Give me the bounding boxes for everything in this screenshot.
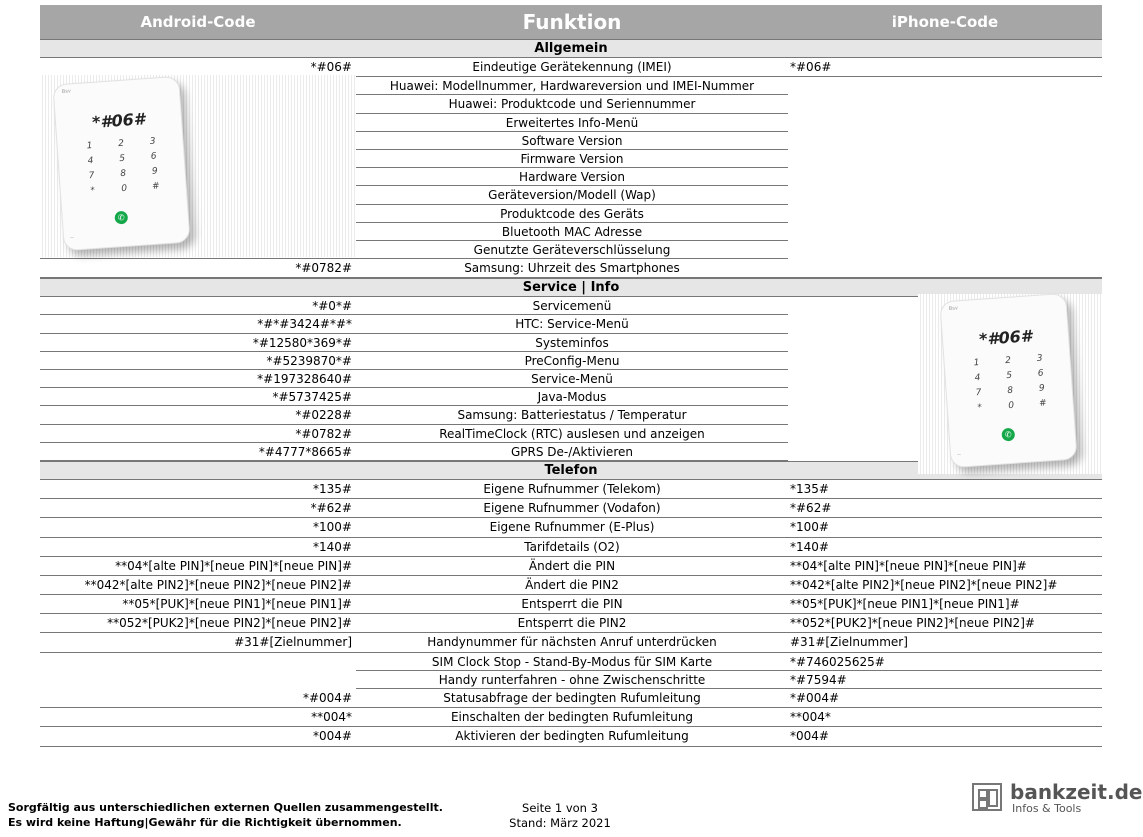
phone-call-icon: ✆ bbox=[114, 211, 128, 225]
android-code-cell: **042*[alte PIN2]*[neue PIN2]*[neue PIN2]# bbox=[84, 577, 352, 592]
dial-key: 0 bbox=[121, 183, 128, 195]
android-code-cell: *#5239870*# bbox=[266, 353, 352, 368]
section-header: Allgemein bbox=[40, 39, 1102, 58]
dial-key: 6 bbox=[150, 151, 157, 162]
iphone-code-cell: *135# bbox=[790, 481, 829, 496]
dial-key: 5 bbox=[1005, 370, 1013, 382]
function-column-header: Funktion bbox=[522, 10, 622, 34]
dial-key: 4 bbox=[87, 155, 94, 167]
function-cell: Handynummer für nächsten Anruf unterdrücken bbox=[427, 635, 717, 650]
dial-key: 3 bbox=[1036, 353, 1043, 364]
android-code-cell: *#0*# bbox=[312, 299, 352, 314]
dial-key: 8 bbox=[120, 168, 127, 180]
function-cell: Bluetooth MAC Adresse bbox=[501, 224, 643, 239]
function-cell: Samsung: Batteriestatus / Temperatur bbox=[457, 408, 687, 423]
page-footer bbox=[0, 780, 1143, 837]
table-row bbox=[40, 259, 1102, 278]
iphone-code-cell: **052*[PUK2]*[neue PIN2]*[neue PIN2]# bbox=[790, 616, 1035, 631]
function-cell: Service-Menü bbox=[531, 372, 613, 386]
iphone-code-cell: *#06# bbox=[790, 60, 832, 74]
android-code-cell: **05*[PUK]*[neue PIN1]*[neue PIN1]# bbox=[122, 597, 352, 612]
function-cell: Hardware Version bbox=[519, 170, 625, 185]
function-cell: Firmware Version bbox=[520, 151, 624, 166]
android-code-cell: *135# bbox=[313, 481, 352, 496]
android-code-cell: *#004# bbox=[302, 691, 352, 705]
android-code-cell: *#06# bbox=[310, 60, 352, 74]
phone-dial-code: *#06# bbox=[91, 109, 146, 132]
function-cell: HTC: Service-Menü bbox=[515, 317, 629, 332]
disclaimer-line-1: Sorgfältig aus unterschiedlichen externen Quellen zusammengestellt. bbox=[8, 801, 443, 814]
iphone-code-cell: **042*[alte PIN2]*[neue PIN2]*[neue PIN2]# bbox=[790, 577, 1058, 592]
logo-tagline: Infos & Tools bbox=[1012, 802, 1082, 815]
function-cell: Eindeutige Gerätekennung (IMEI) bbox=[472, 60, 672, 74]
function-cell: Entsperrt die PIN bbox=[521, 597, 623, 612]
dial-key: * bbox=[90, 185, 96, 197]
function-cell: Produktcode des Geräts bbox=[500, 206, 644, 221]
table-row bbox=[40, 727, 1102, 746]
function-cell: Handy runterfahren - ohne Zwischenschritte bbox=[438, 672, 706, 687]
iphone-code-cell: **04*[alte PIN]*[neue PIN]*[neue PIN]# bbox=[790, 558, 1027, 573]
iphone-code-cell: *140# bbox=[790, 539, 829, 554]
android-code-cell: #31#[Zielnummer] bbox=[234, 635, 352, 650]
table-row bbox=[40, 576, 1102, 595]
function-cell: Systeminfos bbox=[535, 335, 609, 350]
function-cell: Genutzte Geräteverschlüsselung bbox=[473, 242, 671, 257]
table-row bbox=[40, 671, 1102, 689]
iphone-code-cell: *100# bbox=[790, 520, 829, 535]
dial-key: 4 bbox=[974, 372, 981, 384]
function-cell: PreConfig-Menu bbox=[524, 353, 620, 368]
function-cell: Servicemenü bbox=[532, 299, 612, 314]
dial-key: 1 bbox=[973, 357, 980, 369]
iphone-code-cell: *#62# bbox=[790, 501, 832, 516]
table-row bbox=[40, 653, 1102, 671]
dial-key: 2 bbox=[117, 138, 125, 150]
android-code-cell: *#0782# bbox=[295, 426, 352, 441]
iphone-code-cell: *#004# bbox=[790, 691, 840, 705]
android-code-cell: *#4777*8665# bbox=[258, 444, 352, 459]
android-code-cell: *004# bbox=[313, 729, 352, 744]
android-phone-image: Bsv *#06# 1 2 3 4 5 6 7 8 9 * 0 # ✆ — bbox=[52, 76, 190, 251]
section-header: Telefon bbox=[40, 461, 1102, 480]
dial-keypad bbox=[73, 136, 172, 197]
dial-keypad bbox=[960, 353, 1059, 414]
section-header: Service | Info bbox=[40, 278, 1102, 297]
table-row bbox=[40, 689, 1102, 708]
function-cell: Tarifdetails (O2) bbox=[524, 539, 620, 554]
android-column-header: Android-Code bbox=[140, 13, 256, 31]
iphone-phone-image: Bsv *#06# 1 2 3 4 5 6 7 8 9 * 0 # ✆ — bbox=[939, 293, 1077, 468]
table-row bbox=[40, 518, 1102, 537]
function-cell: Eigene Rufnummer (E-Plus) bbox=[489, 520, 655, 535]
function-cell: SIM Clock Stop - Stand-By-Modus für SIM Karte bbox=[431, 654, 713, 669]
dial-key: 8 bbox=[1007, 385, 1014, 397]
bankzeit-logo-icon bbox=[972, 783, 1002, 811]
android-code-cell: **004* bbox=[311, 710, 352, 725]
function-cell: Java-Modus bbox=[537, 390, 607, 405]
table-row bbox=[40, 595, 1102, 614]
dial-key: 6 bbox=[1037, 368, 1044, 379]
table-row bbox=[40, 538, 1102, 557]
iphone-code-cell: *004# bbox=[790, 729, 829, 744]
iphone-column-header: iPhone-Code bbox=[891, 13, 999, 31]
iphone-code-cell: *#7594# bbox=[790, 672, 847, 687]
android-code-cell: *#12580*369*# bbox=[252, 335, 352, 350]
iphone-code-cell: **004* bbox=[790, 710, 831, 725]
dial-key: 9 bbox=[1038, 383, 1046, 394]
table-row bbox=[40, 499, 1102, 518]
iphone-code-cell: **05*[PUK]*[neue PIN1]*[neue PIN1]# bbox=[790, 597, 1020, 612]
android-code-cell: **052*[PUK2]*[neue PIN2]*[neue PIN2]# bbox=[107, 616, 352, 631]
dial-key: # bbox=[1038, 398, 1047, 409]
dial-key: 7 bbox=[88, 170, 95, 182]
dial-key: 7 bbox=[975, 387, 982, 399]
page-number: Seite 1 von 3 bbox=[522, 801, 598, 815]
function-cell: Eigene Rufnummer (Telekom) bbox=[483, 481, 661, 496]
dial-key: 2 bbox=[1004, 355, 1012, 367]
dial-key: * bbox=[977, 402, 983, 414]
function-cell: Entsperrt die PIN2 bbox=[517, 616, 627, 631]
android-code-cell: *140# bbox=[313, 539, 352, 554]
function-cell: Ändert die PIN bbox=[528, 558, 616, 573]
table-row bbox=[40, 633, 1102, 652]
table-row bbox=[40, 557, 1102, 576]
function-cell: Eigene Rufnummer (Vodafon) bbox=[483, 501, 661, 516]
function-cell: Erweitertes Info-Menü bbox=[505, 115, 639, 130]
function-cell: Samsung: Uhrzeit des Smartphones bbox=[464, 261, 680, 276]
android-code-cell: *#*#3424#*#* bbox=[257, 317, 352, 332]
iphone-code-cell: #31#[Zielnummer] bbox=[790, 635, 908, 650]
android-code-cell: *#0228# bbox=[295, 408, 352, 423]
function-cell: Software Version bbox=[521, 133, 623, 148]
dial-key: 0 bbox=[1008, 400, 1015, 412]
function-cell: Einschalten der bedingten Rufumleitung bbox=[450, 710, 694, 725]
phone-dial-code: *#06# bbox=[978, 326, 1033, 349]
function-cell: Statusabfrage der bedingten Rufumleitung bbox=[443, 691, 701, 705]
logo-name: bankzeit.de bbox=[1010, 780, 1143, 804]
table-row bbox=[40, 708, 1102, 727]
function-cell: Huawei: Modellnummer, Hardwareversion und IMEI-Nummer bbox=[389, 79, 755, 94]
android-code-cell: **04*[alte PIN]*[neue PIN]*[neue PIN]# bbox=[115, 558, 352, 573]
android-code-cell: *#5737425# bbox=[272, 390, 352, 405]
android-code-cell: *#0782# bbox=[295, 261, 352, 276]
dial-key: 5 bbox=[118, 153, 126, 165]
function-cell: GPRS De-/Aktivieren bbox=[511, 444, 633, 459]
function-cell: Geräteversion/Modell (Wap) bbox=[488, 188, 656, 203]
dial-key: 1 bbox=[86, 140, 93, 152]
stand-date: Stand: März 2021 bbox=[509, 816, 611, 830]
android-code-cell: *#62# bbox=[310, 501, 352, 516]
iphone-code-cell: *#746025625# bbox=[790, 654, 885, 669]
android-code-cell: *100# bbox=[313, 520, 352, 535]
function-cell: Ändert die PIN2 bbox=[525, 577, 619, 592]
dial-key: 3 bbox=[149, 136, 156, 147]
function-cell: Aktivieren der bedingten Rufumleitung bbox=[455, 729, 689, 744]
phone-call-icon: ✆ bbox=[1001, 428, 1015, 442]
disclaimer-line-2: Es wird keine Haftung|Gewähr für die Richtigkeit übernommen. bbox=[8, 816, 402, 829]
android-code-cell: *#197328640# bbox=[257, 372, 352, 386]
table-row bbox=[40, 480, 1102, 499]
function-cell: RealTimeClock (RTC) auslesen und anzeigen bbox=[439, 426, 705, 441]
table-header bbox=[40, 5, 1102, 39]
table-row bbox=[40, 614, 1102, 633]
function-cell: Huawei: Produktcode und Seriennummer bbox=[448, 97, 696, 112]
dial-key: 9 bbox=[151, 166, 159, 177]
dial-key: # bbox=[151, 181, 160, 192]
